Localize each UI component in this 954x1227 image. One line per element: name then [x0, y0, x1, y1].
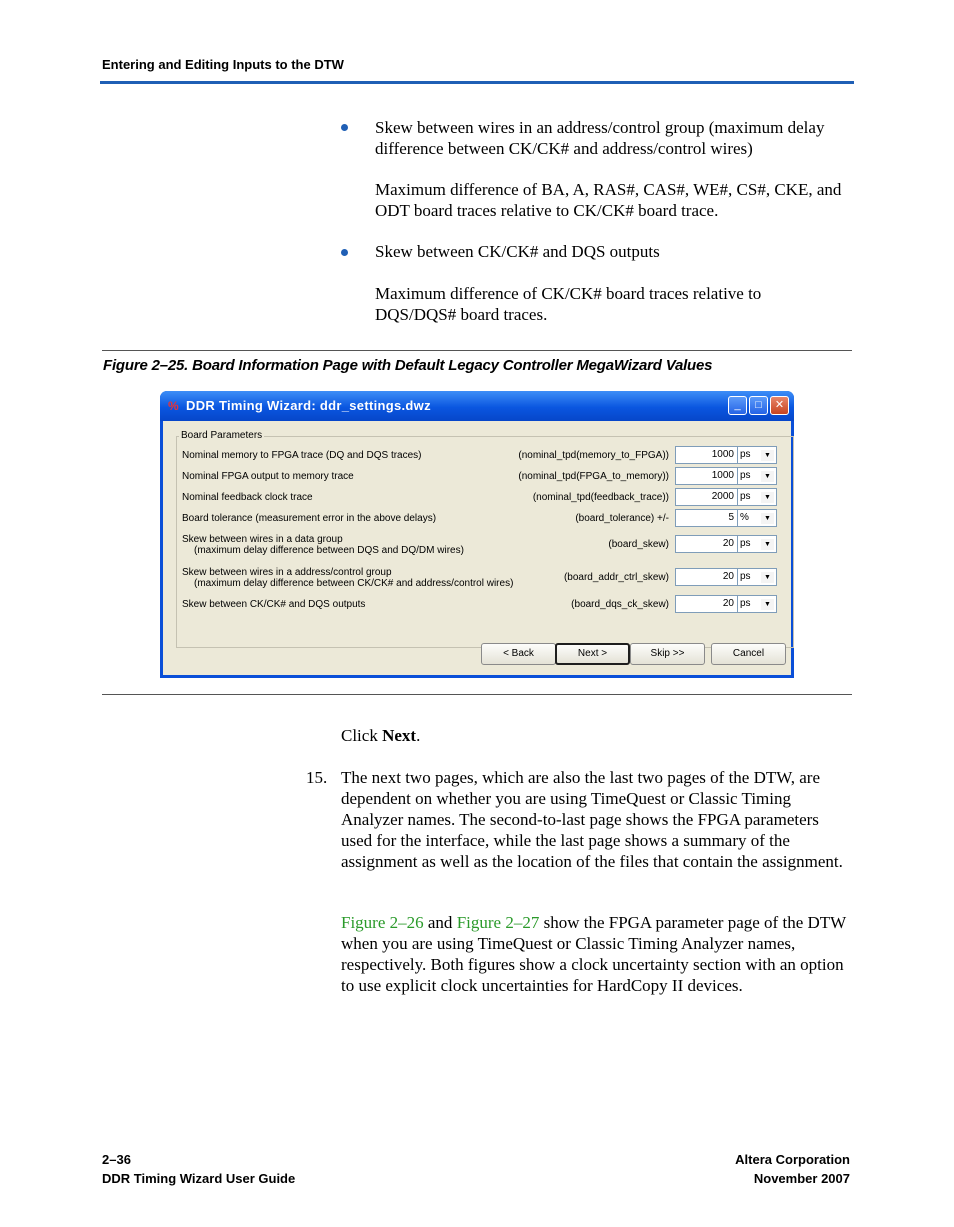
delay-combo[interactable]: [675, 595, 777, 613]
bullet-marker: [341, 249, 348, 256]
combo-divider: [737, 569, 738, 585]
row-param: (nominal_tpd(memory_to_FPGA)): [518, 450, 669, 461]
row-label: Skew between CK/CK# and DQS outputs: [182, 599, 366, 610]
row-label: Skew between wires in a address/control group: [182, 567, 392, 578]
guide-title: DDR Timing Wizard User Guide: [102, 1171, 296, 1186]
next-button[interactable]: Next >: [555, 643, 630, 665]
chevron-down-icon[interactable]: ▼: [761, 599, 774, 610]
row-label: Board tolerance (measurement error in the above delays): [182, 513, 437, 524]
combo-divider: [737, 510, 738, 526]
combo-value[interactable]: 5: [728, 512, 734, 523]
delay-combo[interactable]: [675, 488, 777, 506]
row-param: (board_dqs_ck_skew): [571, 599, 669, 610]
delay-combo[interactable]: [675, 568, 777, 586]
combo-unit: ps: [740, 449, 751, 460]
tolerance-combo[interactable]: [675, 509, 777, 527]
maximize-icon: □: [755, 399, 762, 411]
figure-bottom-rule: [102, 694, 852, 695]
bullet-detail: Maximum difference of BA, A, RAS#, CAS#, WE#, CS#, CKE, and ODT board traces relative to CK/CK# board trace.: [375, 180, 842, 220]
row-sublabel: (maximum delay difference between DQS and DQ/DM wires): [194, 545, 464, 556]
bullet-text: Skew between CK/CK# and DQS outputs: [375, 242, 660, 261]
bullet-marker: [341, 124, 348, 131]
combo-unit: ps: [740, 538, 751, 549]
footer-right: [735, 1150, 850, 1188]
step-reference-paragraph: [341, 912, 851, 996]
chevron-down-icon[interactable]: ▼: [761, 450, 774, 461]
row-param: (nominal_tpd(feedback_trace)): [532, 492, 669, 503]
row-param: (board_tolerance) +/-: [575, 513, 669, 524]
delay-combo[interactable]: [675, 535, 777, 553]
combo-divider: [737, 596, 738, 612]
combo-value[interactable]: 20: [722, 538, 734, 549]
close-icon: ✕: [774, 399, 785, 411]
combo-value[interactable]: 2000: [711, 491, 734, 502]
combo-divider: [737, 536, 738, 552]
row-label: Nominal FPGA output to memory trace: [182, 471, 354, 482]
row-param: (board_skew): [608, 539, 669, 550]
combo-divider: [737, 468, 738, 484]
step-text: The next two pages, which are also the last two pages of the DTW, are dependent on whether you are using TimeQuest or Classic Timing Analyzer names. The second-to-last page shows the FPGA parameters used for the interface, while the last page shows a summary of the assignment as well as the location of the files that contain the assignment.: [341, 768, 843, 871]
cancel-button[interactable]: Cancel: [711, 643, 786, 665]
bullet-detail: Maximum difference of CK/CK# board traces relative to DQS/DQS# board traces.: [375, 284, 762, 324]
reference-text: show the FPGA parameter page of the DTW when you are using TimeQuest or Classic Timing Analyzer names, respectively. Both figures show a clock uncertainty section with an option to use explicit clock uncertainties for HardCopy II devices.: [341, 913, 846, 995]
ddr-timing-wizard-window: [160, 391, 794, 678]
figure-top-rule: [102, 350, 852, 351]
combo-value[interactable]: 20: [722, 598, 734, 609]
app-icon: %: [168, 399, 179, 413]
minimize-icon: _: [734, 399, 741, 411]
connector-text: and: [423, 913, 457, 932]
page-number: 2–36: [102, 1152, 131, 1167]
combo-unit: ps: [740, 470, 751, 481]
row-sublabel: (maximum delay difference between CK/CK# and address/control wires): [194, 578, 514, 589]
row-param: (nominal_tpd(FPGA_to_memory)): [518, 471, 669, 482]
back-button[interactable]: < Back: [481, 643, 556, 665]
combo-divider: [737, 447, 738, 463]
company-name: Altera Corporation: [735, 1152, 850, 1167]
skip-button[interactable]: Skip >>: [630, 643, 705, 665]
combo-unit: ps: [740, 598, 751, 609]
figure-link[interactable]: Figure 2–27: [456, 913, 540, 932]
delay-combo[interactable]: [675, 446, 777, 464]
window-titlebar[interactable]: [160, 391, 794, 421]
combo-unit: ps: [740, 491, 751, 502]
combo-value[interactable]: 1000: [711, 470, 734, 481]
combo-value[interactable]: 1000: [711, 449, 734, 460]
click-next-instruction: [341, 725, 420, 746]
bullet-text: Skew between wires in an address/control group (maximum delay difference between CK/CK# and address/control wires): [375, 118, 825, 158]
row-label: Skew between wires in a data group: [182, 534, 343, 545]
running-head: Entering and Editing Inputs to the DTW: [102, 57, 344, 72]
chevron-down-icon[interactable]: ▼: [761, 492, 774, 503]
header-rule: [100, 81, 854, 84]
figure-link[interactable]: Figure 2–26: [341, 913, 424, 932]
figure-caption: Figure 2–25. Board Information Page with Default Legacy Controller MegaWizard Values: [103, 357, 713, 374]
row-label: Nominal feedback clock trace: [182, 492, 313, 503]
close-button[interactable]: [770, 396, 789, 415]
combo-divider: [737, 489, 738, 505]
step-number: 15.: [306, 768, 328, 787]
group-title: Board Parameters: [181, 430, 263, 441]
chevron-down-icon[interactable]: ▼: [761, 471, 774, 482]
combo-unit: ps: [740, 571, 751, 582]
row-label: Nominal memory to FPGA trace (DQ and DQS traces): [182, 450, 422, 461]
combo-unit: %: [740, 512, 749, 523]
chevron-down-icon[interactable]: ▼: [761, 539, 774, 550]
publication-date: November 2007: [753, 1171, 850, 1186]
minimize-button[interactable]: [728, 396, 747, 415]
chevron-down-icon[interactable]: ▼: [761, 513, 774, 524]
window-title: DDR Timing Wizard: ddr_settings.dwz: [186, 398, 431, 413]
combo-value[interactable]: 20: [722, 571, 734, 582]
instruction-suffix: .: [416, 726, 421, 745]
maximize-button[interactable]: [749, 396, 768, 415]
chevron-down-icon[interactable]: ▼: [761, 572, 774, 583]
wizard-client-area: [163, 421, 791, 675]
delay-combo[interactable]: [675, 467, 777, 485]
instruction-prefix: Click: [341, 726, 383, 745]
row-param: (board_addr_ctrl_skew): [563, 572, 669, 583]
instruction-bold: Next: [382, 726, 417, 745]
footer-left: [102, 1150, 295, 1188]
